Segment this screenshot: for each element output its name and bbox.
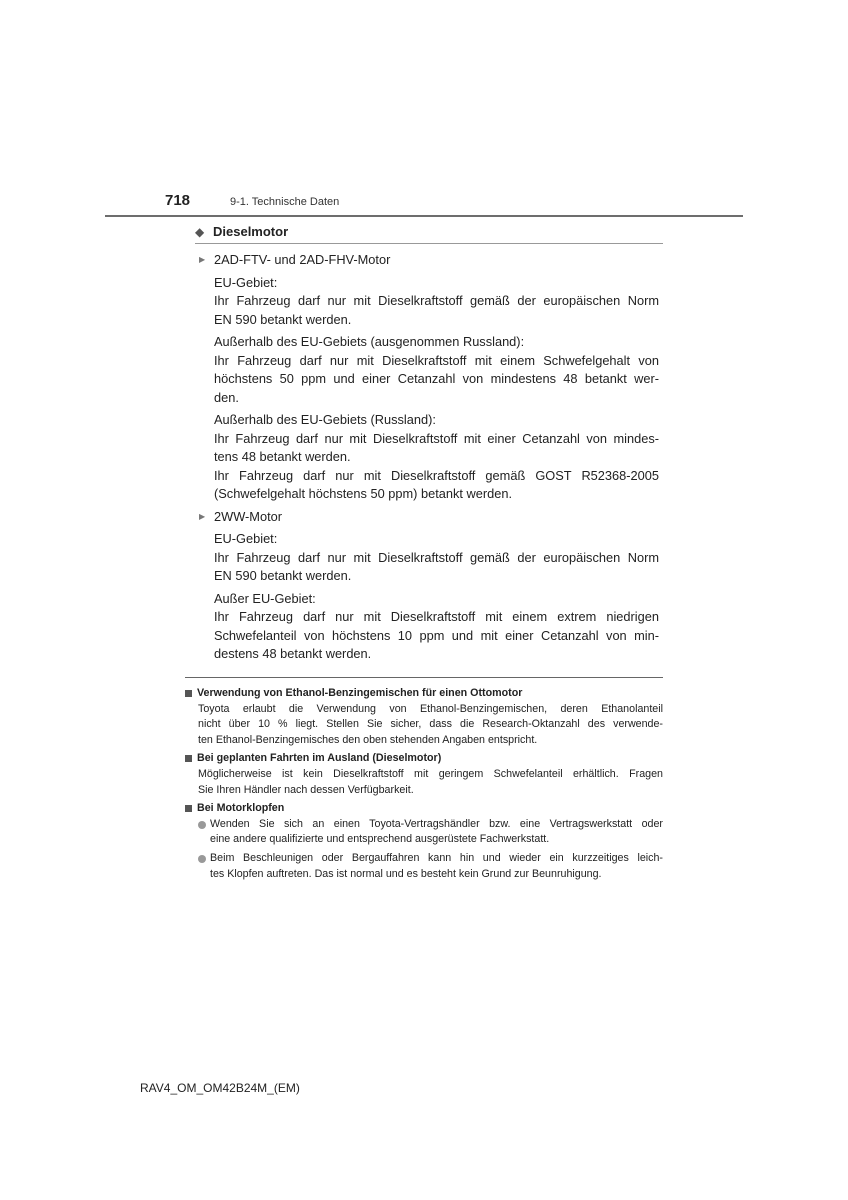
motor-label [195,251,659,270]
region-heading: EU-Gebiet: [214,274,278,290]
box-title [195,224,288,239]
text-line: EN 590 betankt werden. [214,568,352,583]
note-knocking [185,801,663,882]
note-ethanol [185,686,663,748]
triangle-right-icon: ▶ [199,511,206,521]
motor-label-text: 2WW-Motor [214,508,283,524]
motor-section [195,251,659,504]
text-line: Ihr Fahrzeug darf nur mit Dieselkraftstoff mit einem extrem niedrigen [214,609,659,624]
square-bullet-icon [185,805,192,812]
text-line: nicht über 10 % liegt. Stellen Sie sicher, dass die Research-Oktanzahl des verwende- [198,718,663,731]
page-header [0,190,848,220]
note-heading [185,686,663,702]
note-heading [185,801,663,817]
region-block [195,590,659,664]
square-bullet-icon [185,690,192,697]
text-line: den. [214,389,239,405]
region-block [195,530,659,586]
notes-section [185,686,663,885]
text-line: Sie Ihren Händler nach dessen Verfügbarkeit. [198,783,414,796]
header-divider [105,215,743,217]
text-line: EN 590 betankt werden. [214,311,352,327]
motor-label-text: 2AD-FTV- und 2AD-FHV-Motor [214,252,391,267]
section-title: 9-1. Technische Daten [230,196,340,208]
motor-label [195,508,659,527]
region-heading: Außer EU-Gebiet: [214,590,316,606]
region-heading: EU-Gebiet: [214,531,278,546]
diesel-content [195,250,659,668]
text-line: Ihr Fahrzeug darf nur mit Dieselkraftstoff gemäß der europäischen Norm [214,293,659,308]
bullet-item [185,851,663,882]
note-heading-text: Bei geplanten Fahrten im Ausland (Dieselmotor) [197,752,442,765]
box-bottom-divider [185,677,663,678]
page-number: 718 [165,192,191,209]
text-line: Möglicherweise ist kein Dieselkraftstoff mit geringem Schwefelanteil erhältlich. Fragen [198,767,663,780]
text-line: Wenden Sie sich an einen Toyota-Vertragshändler bzw. eine Vertragswerkstatt oder [210,817,663,830]
text-line: destens 48 betankt werden. [214,646,372,661]
note-heading-text: Bei Motorklopfen [197,802,285,815]
note-abroad [185,751,663,798]
note-body [185,767,663,798]
region-heading: Außerhalb des EU-Gebiets (ausgenommen Russland): [214,334,525,349]
text-line: ten Ethanol-Benzingemisches den oben stehenden Angaben entspricht. [198,733,538,746]
region-block [195,411,659,504]
footer-code: RAV4_OM_OM42B24M_(EM) [140,1081,300,1095]
square-bullet-icon [185,755,192,762]
box-title-divider [195,243,663,244]
text-line: Toyota erlaubt die Verwendung von Ethanol-Benzingemischen, deren Ethanolanteil [198,702,663,715]
text-line: Ihr Fahrzeug darf nur mit Dieselkraftstoff gemäß der europäischen Norm [214,549,659,565]
circle-bullet-icon [198,855,206,863]
box-title-text: Dieselmotor [213,224,289,239]
text-line: Beim Beschleunigen oder Bergauffahren kann hin und wieder ein kurzzeitiges leich- [210,851,663,864]
text-line: eine andere qualifizierte und entsprechend ausgerüstete Fachwerkstatt. [210,833,550,846]
text-line: Ihr Fahrzeug darf nur mit Dieselkraftstoff mit einer Cetanzahl von mindes- [214,430,659,446]
text-line: Schwefelanteil von höchstens 10 ppm und mit einer Cetanzahl von min- [214,627,659,643]
triangle-right-icon: ▶ [199,255,206,264]
motor-section [195,508,659,664]
text-line: Ihr Fahrzeug darf nur mit Dieselkraftstoff gemäß GOST R52368-2005 [214,467,659,483]
region-block [195,274,659,330]
region-heading: Außerhalb des EU-Gebiets (Russland): [214,412,436,427]
text-line: höchstens 50 ppm und einer Cetanzahl von mindestens 48 betankt wer- [214,371,659,386]
bullet-item [185,817,663,848]
text-line: (Schwefelgehalt höchstens 50 ppm) betankt werden. [214,486,513,501]
note-heading [185,751,663,767]
circle-bullet-icon [198,821,206,829]
diamond-icon: ◆ [195,225,205,239]
text-line: Ihr Fahrzeug darf nur mit Dieselkraftstoff mit einem Schwefelgehalt von [214,352,659,368]
note-heading-text: Verwendung von Ethanol-Benzingemischen für einen Ottomotor [197,687,523,699]
note-body [185,702,663,749]
text-line: tens 48 betankt werden. [214,449,351,464]
region-block [195,333,659,407]
text-line: tes Klopfen auftreten. Das ist normal und es besteht kein Grund zur Beunruhigung. [210,867,602,880]
